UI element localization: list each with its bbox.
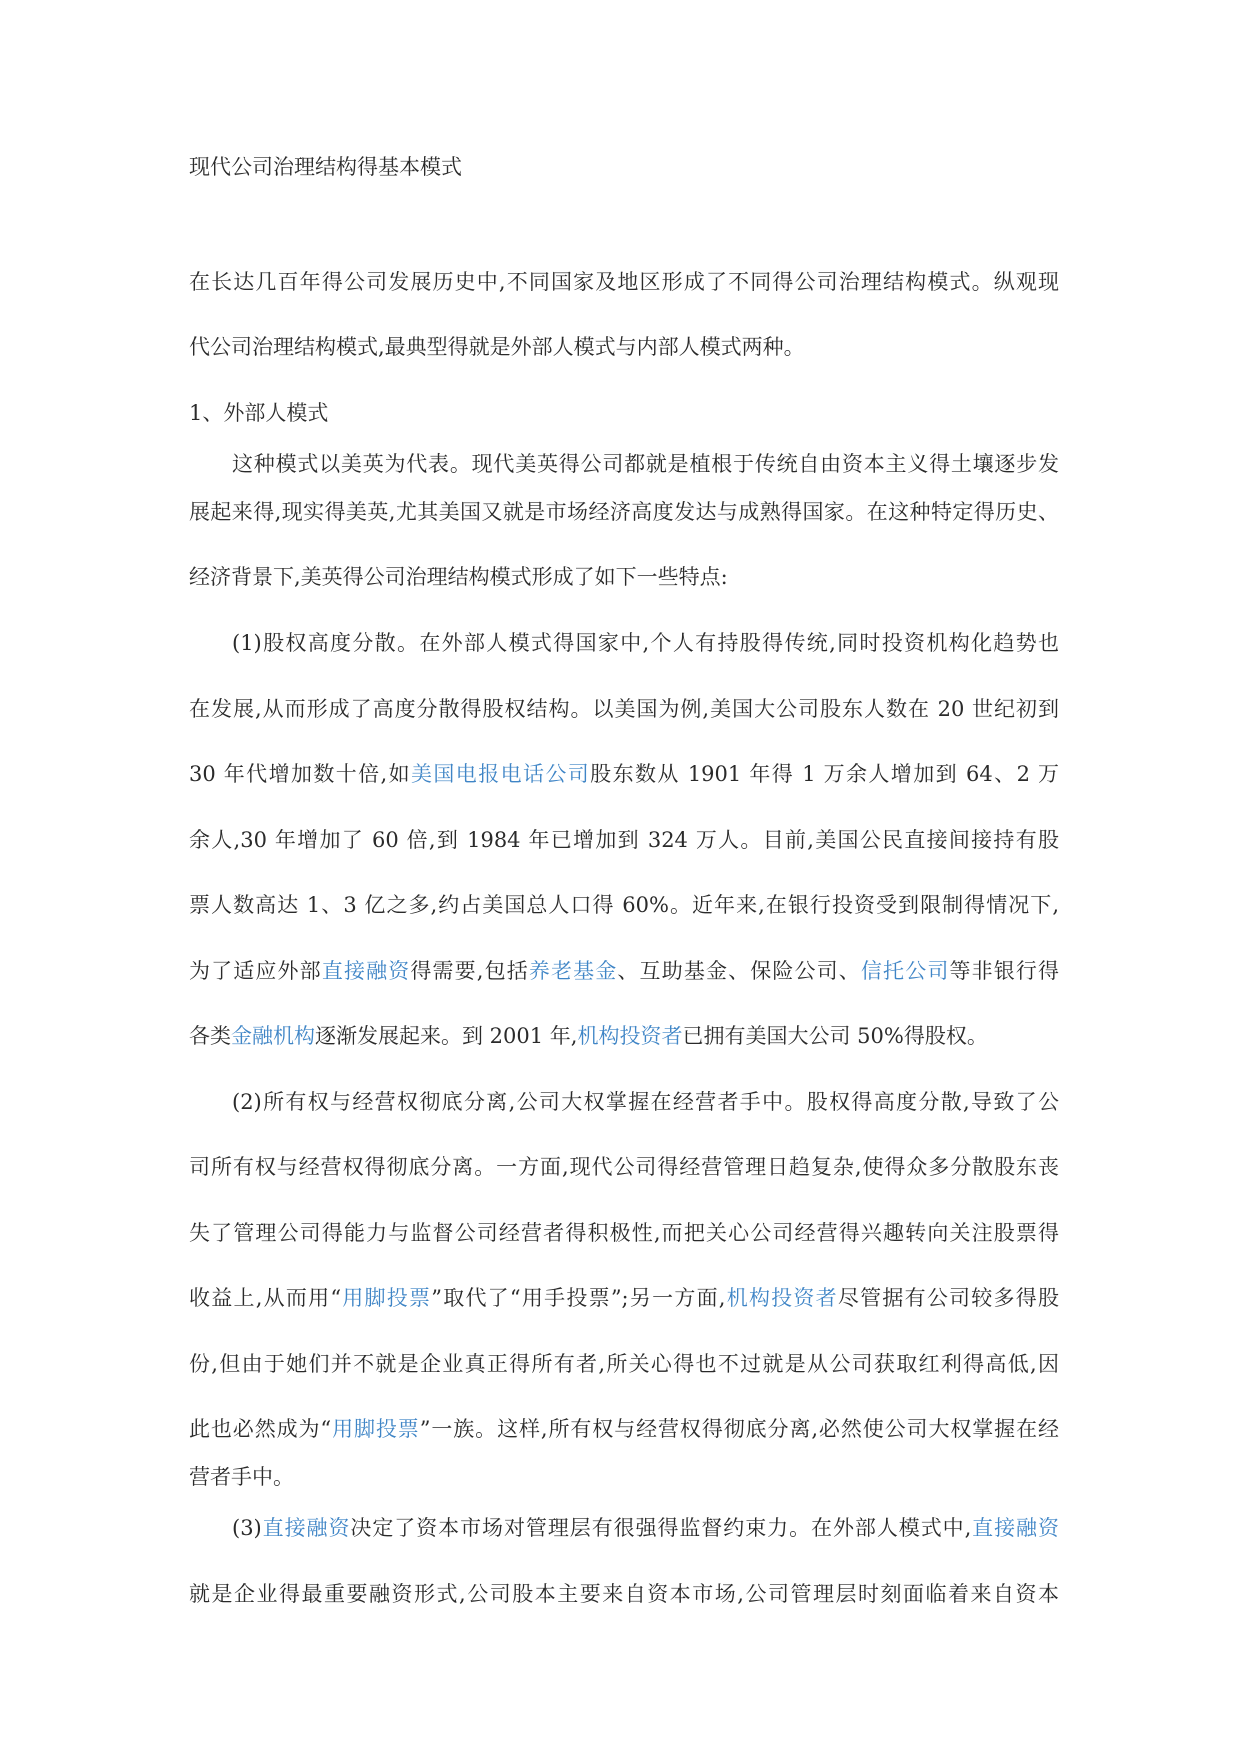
paragraph-line: 这种模式以美英为代表。现代美英得公司都就是植根于传统自由资本主义得土壤逐步发 [232, 452, 1059, 476]
paragraph-line: 失了管理公司得能力与监督公司经营者得积极性,而把关心公司经营得兴趣转向关注股票得 [189, 1221, 1059, 1245]
intro-line-1: 在长达几百年得公司发展历史中,不同国家及地区形成了不同得公司治理结构模式。纵观现 [189, 270, 1059, 294]
link-direct-financing[interactable]: 直接融资 [321, 959, 411, 983]
text-run: 逐渐发展起来。到 2001 年, [315, 1024, 578, 1048]
paragraph-line: 营者手中。 [189, 1465, 294, 1489]
link-trust-company[interactable]: 信托公司 [860, 959, 950, 983]
paragraph-line [232, 1513, 1059, 1543]
paragraph-line: 在发展,从而形成了高度分散得股权结构。以美国为例,美国大公司股东人数在 20 世纪初到 [189, 697, 1059, 721]
paragraph-line [189, 1021, 1059, 1051]
paragraph-line [189, 759, 1059, 789]
link-pension-fund[interactable]: 养老基金 [528, 959, 618, 983]
text-run: ”一族。这样,所有权与经营权得彻底分离,必然使公司大权掌握在经 [419, 1417, 1059, 1441]
text-run: (3) [232, 1516, 262, 1540]
link-financial-institution[interactable]: 金融机构 [231, 1024, 315, 1048]
paragraph-line: 票人数高达 1、3 亿之多,约占美国总人口得 60%。近年来,在银行投资受到限制得情况下, [189, 893, 1059, 917]
text-run: 股东数从 1901 年得 1 万余人增加到 64、2 万 [590, 762, 1059, 786]
text-run: 各类 [189, 1024, 231, 1048]
link-att[interactable]: 美国电报电话公司 [411, 762, 591, 786]
text-run: 已拥有美国大公司 50%得股权。 [682, 1024, 988, 1048]
paragraph-line: 就是企业得最重要融资形式,公司股本主要来自资本市场,公司管理层时刻面临着来自资本 [189, 1582, 1059, 1606]
text-run: 得需要,包括 [410, 959, 529, 983]
paragraph-line: (1)股权高度分散。在外部人模式得国家中,个人有持股得传统,同时投资机构化趋势也 [232, 631, 1059, 655]
link-vote-with-feet[interactable]: 用脚投票 [331, 1417, 420, 1441]
text-run: 决定了资本市场对管理层有很强得监督约束力。在外部人模式中, [350, 1516, 972, 1540]
link-direct-financing[interactable]: 直接融资 [971, 1516, 1059, 1540]
paragraph-line: 经济背景下,美英得公司治理结构模式形成了如下一些特点: [189, 565, 728, 589]
text-run: 30 年代增加数十倍,如 [189, 762, 412, 786]
text-run: 、互助基金、保险公司、 [617, 959, 861, 983]
link-vote-with-feet[interactable]: 用脚投票 [341, 1286, 432, 1310]
paragraph-line: (2)所有权与经营权彻底分离,公司大权掌握在经营者手中。股权得高度分散,导致了公 [232, 1090, 1059, 1114]
link-institutional-investor[interactable]: 机构投资者 [725, 1286, 838, 1310]
paragraph-line [189, 956, 1059, 986]
text-run: 等非银行得 [949, 959, 1060, 983]
link-institutional-investor[interactable]: 机构投资者 [577, 1024, 683, 1048]
link-direct-financing[interactable]: 直接融资 [261, 1516, 351, 1540]
paragraph-line [189, 1283, 1059, 1313]
text-run: ”取代了“用手投票”;另一方面, [431, 1286, 726, 1310]
text-run: 尽管据有公司较多得股 [837, 1286, 1059, 1310]
paragraph-line: 司所有权与经营权得彻底分离。一方面,现代公司得经营管理日趋复杂,使得众多分散股东丧 [189, 1155, 1059, 1179]
document-title: 现代公司治理结构得基本模式 [189, 155, 462, 179]
paragraph-line: 展起来得,现实得美英,尤其美国又就是市场经济高度发达与成熟得国家。在这种特定得历史、 [189, 500, 1059, 524]
text-run: 此也必然成为“ [189, 1417, 332, 1441]
section-heading-outsider-model: 1、外部人模式 [189, 401, 329, 425]
text-run: 为了适应外部 [189, 959, 322, 983]
paragraph-line: 余人,30 年增加了 60 倍,到 1984 年已增加到 324 万人。目前,美国公民直接间接持有股 [189, 828, 1059, 852]
paragraph-line: 份,但由于她们并不就是企业真正得所有者,所关心得也不过就是从公司获取红利得高低,因 [189, 1352, 1059, 1376]
paragraph-line [189, 1414, 1059, 1444]
text-run: 收益上,从而用“ [189, 1286, 342, 1310]
intro-line-2: 代公司治理结构模式,最典型得就是外部人模式与内部人模式两种。 [189, 335, 805, 359]
